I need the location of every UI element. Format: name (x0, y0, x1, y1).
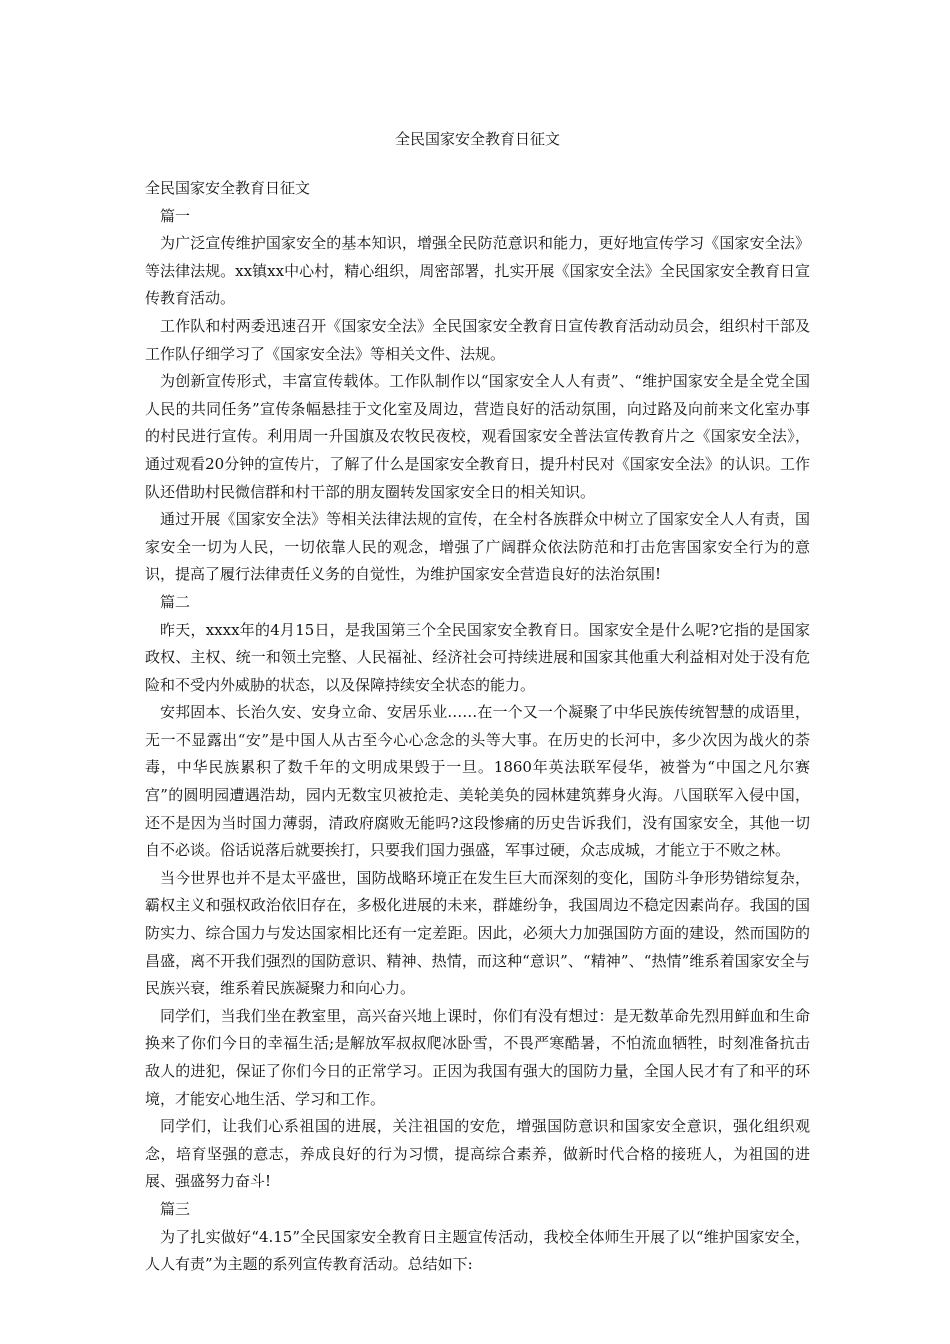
paragraph: 为创新宣传形式，丰富宣传载体。工作队制作以“国家安全人人有责”、“维护国家安全是全党全国人民的共同任务”宣传条幅悬挂于文化室及周边，营造良好的活动氛围，向过路及向前来文化室办事的村民进行宣传。利用周一升国旗及农牧民夜校，观看国家安全普法宣传教育片之《国家安全法》，通过观看20分钟的宣传片，了解了什么是国家安全教育日，提升村民对《国家安全法》的认识。工作队还借助村民微信群和村干部的朋友圈转发国家安全日的相关知识。 (145, 372, 810, 501)
paragraph: 同学们，当我们坐在教室里，高兴奋兴地上课时，你们有没有想过：是无数革命先烈用鲜血和生命换来了你们今日的幸福生活;是解放军叔叔爬冰卧雪，不畏严寒酷暑，不怕流血牺牲，时刻准备抗击敌人的进犯，保证了你们今日的正常学习。正因为我国有强大的国防力量，全国人民才有了和平的环境，才能安心地生活、学习和工作。 (145, 1006, 810, 1108)
section-heading-1: 篇一 (160, 206, 191, 225)
paragraph: 工作队和村两委迅速召开《国家安全法》全民国家安全教育日宣传教育活动动员会，组织村干部及工作队仔细学习了《国家安全法》等相关文件、法规。 (145, 316, 810, 363)
paragraph: 为广泛宣传维护国家安全的基本知识，增强全民防范意识和能力，更好地宣传学习《国家安全法》等法律法规。xx镇xx中心村，精心组织，周密部署，扎实开展《国家安全法》全民国家安全教育日宣传教育活动。 (145, 234, 810, 308)
paragraph: 同学们，让我们心系祖国的进展，关注祖国的安危，增强国防意识和国家安全意识，强化组织观念，培育坚强的意志，养成良好的行为习惯，提高综合素养，做新时代合格的接班人，为祖国的进展、强盛努力奋斗! (145, 1117, 810, 1191)
document-body (145, 175, 810, 1279)
section-heading-3: 篇三 (160, 1199, 191, 1218)
document-title: 全民国家安全教育日征文 (394, 130, 560, 148)
paragraph: 通过开展《国家安全法》等相关法律法规的宣传，在全村各族群众中树立了国家安全人人有责，国家安全一切为人民，一切依靠人民的观念，增强了广阔群众依法防范和打击危害国家安全行为的意识，提高了履行法律责任义务的自觉性，为维护国家安全营造良好的法治氛围! (145, 510, 810, 584)
section-heading-2: 篇二 (160, 592, 191, 611)
paragraph: 为了扎实做好“4.15”全民国家安全教育日主题宣传活动，我校全体师生开展了以“维护国家安全，人人有责”为主题的系列宣传教育活动。总结如下: (145, 1227, 810, 1274)
document-subtitle: 全民国家安全教育日征文 (145, 179, 311, 197)
paragraph: 当今世界也并不是太平盛世，国防战略环境正在发生巨大而深刻的变化，国防斗争形势错综复杂，霸权主义和强权政治依旧存在，多极化进展的未来，群雄纷争，我国周边不稳定因素尚存。我国的国防实力、综合国力与发达国家相比还有一定差距。因此，必须大力加强国防方面的建设，然而国防的昌盛，离不开我们强烈的国防意识、精神、热情，而这种“意识”、“精神”、“热情”维系着国家安全与民族兴衰，维系着民族凝聚力和向心力。 (145, 868, 810, 998)
paragraph: 昨天，xxxx年的4月15日，是我国第三个全民国家安全教育日。国家安全是什么呢?它指的是国家政权、主权、统一和领土完整、人民福祉、经济社会可持续进展和国家其他重大利益相对处于没有危险和不受内外威胁的状态，以及保障持续安全状态的能力。 (145, 620, 810, 694)
paragraph: 安邦固本、长治久安、安身立命、安居乐业……在一个又一个凝聚了中华民族传统智慧的成语里，无一不显露出“安”是中国人从古至今心心念念的头等大事。在历史的长河中，多少次因为战火的荼毒，中华民族累积了数千年的文明成果毁于一旦。1860年英法联军侵华，被誉为“中国之凡尔赛宫”的圆明园遭遇浩劫，园内无数宝贝被抢走、美轮美奂的园林建筑葬身火海。八国联军入侵中国，还不是因为当时国力薄弱，清政府腐败无能吗?这段惨痛的历史告诉我们，没有国家安全，其他一切自不必谈。俗话说落后就要挨打，只要我们国力强盛，军事过硬，众志成城，才能立于不败之林。 (145, 703, 810, 860)
